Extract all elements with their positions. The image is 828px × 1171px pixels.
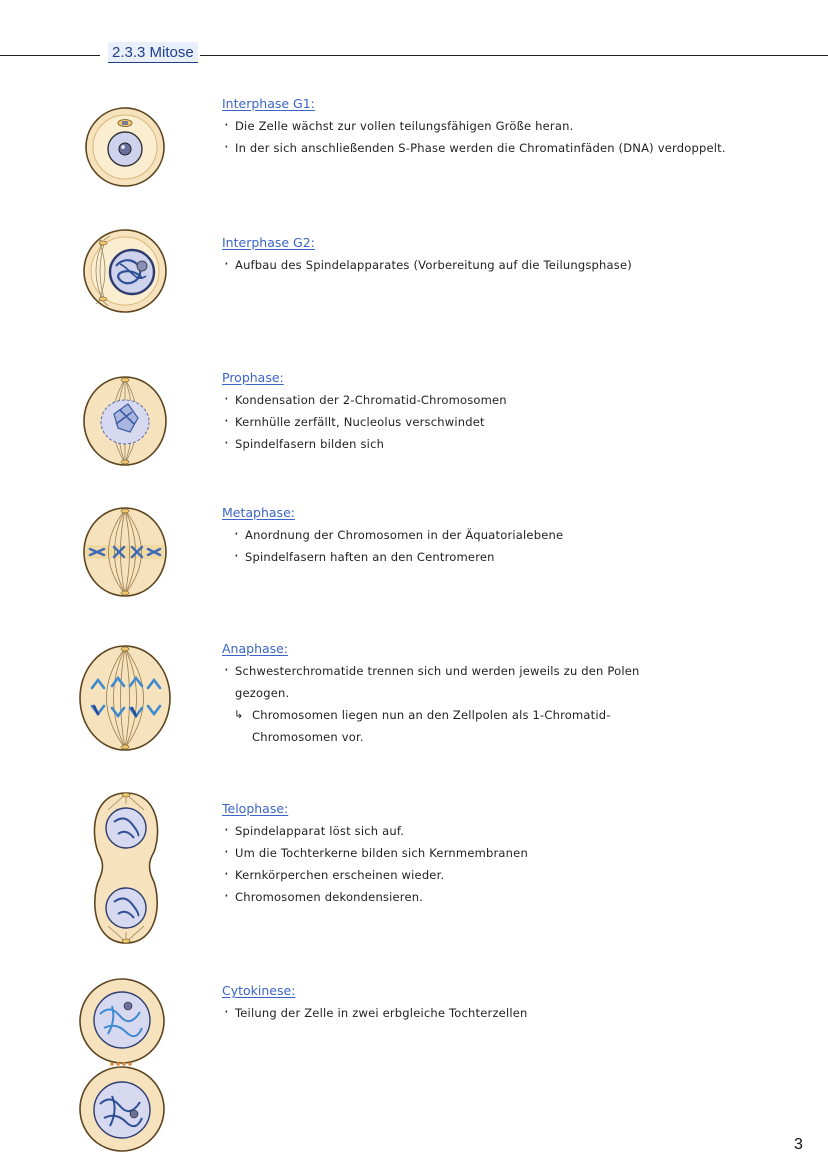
bullet-item: · Aufbau des Spindelapparates (Vorbereitung auf die Teilungsphase) [222,254,782,276]
bullet-item: · Kernkörperchen erscheinen wieder. [222,864,782,886]
bullet-list [222,115,782,159]
bullet-list [222,820,782,908]
bullet-list [222,254,782,276]
bullet-item: · Spindelfasern bilden sich [222,433,782,455]
bullet-item: · Anordnung der Chromosomen in der Äquatorialebene [232,524,782,546]
interphase-g1-cell-illustration [82,104,168,190]
bullet-list [222,1002,782,1024]
cytokinese-cell-illustration [76,976,168,1154]
bullet-list [222,660,682,748]
bullet-item: · In der sich anschließenden S-Phase werden die Chromatinfäden (DNA) verdoppelt. [222,137,782,159]
bullet-list [232,524,782,568]
bullet-list [222,389,782,455]
interphase-g2-cell-illustration [80,226,170,316]
header-rule-left [0,55,100,56]
bullet-item: · Spindelapparat löst sich auf. [222,820,782,842]
bullet-item: · Die Zelle wächst zur vollen teilungsfähigen Größe heran. [222,115,782,137]
phase-title: Cytokinese: [222,983,296,998]
metaphase-cell-illustration [80,505,170,599]
bullet-item: · Chromosomen dekondensieren. [222,886,782,908]
page-number: 3 [794,1136,803,1153]
bullet-item: · Spindelfasern haften an den Centromeren [232,546,782,568]
sub-bullet-item: ↳ Chromosomen liegen nun an den Zellpolen als 1-Chromatid-Chromosomen vor. [222,704,662,748]
phase-metaphase [222,502,782,568]
prophase-cell-illustration [80,374,170,468]
phase-telophase [222,798,782,908]
phase-title: Interphase G1: [222,96,315,111]
bullet-item: · Schwesterchromatide trennen sich und werden jeweils zu den Polen gezogen. [222,660,682,704]
phase-anaphase [222,638,782,748]
phase-title: Metaphase: [222,505,295,520]
bullet-item: · Um die Tochterkerne bilden sich Kernmembranen [222,842,782,864]
bullet-item: · Teilung der Zelle in zwei erbgleiche Tochterzellen [222,1002,782,1024]
telophase-cell-illustration [88,790,164,946]
header-rule-right [200,55,828,56]
phase-cytokinese [222,980,782,1024]
bullet-item: · Kondensation der 2-Chromatid-Chromosomen [222,389,782,411]
bullet-item: · Kernhülle zerfällt, Nucleolus verschwindet [222,411,782,433]
phase-title: Telophase: [222,801,289,816]
phase-title: Anaphase: [222,641,289,656]
section-title: 2.3.3 Mitose [108,42,198,63]
phase-interphase-g2 [222,232,782,276]
phase-title: Prophase: [222,370,284,385]
phase-interphase-g1 [222,93,782,159]
anaphase-cell-illustration [76,642,174,754]
phase-prophase [222,367,782,455]
phase-title: Interphase G2: [222,235,315,250]
